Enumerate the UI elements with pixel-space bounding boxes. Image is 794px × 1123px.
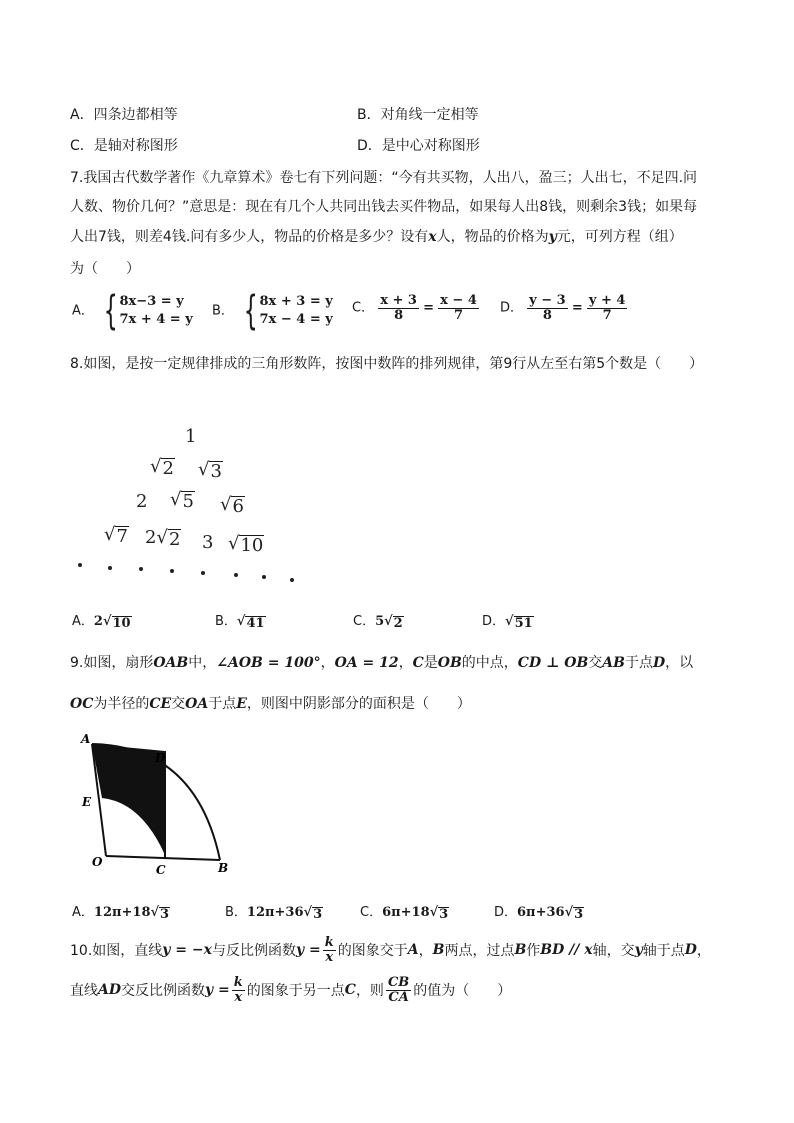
sqrt-icon: √ — [384, 614, 393, 629]
q9-stem-line2 — [70, 693, 471, 713]
sqrt-icon: √ — [429, 905, 439, 920]
q10-frac-den: x — [234, 989, 243, 1005]
q10-math: y — [634, 942, 643, 958]
radicand: 5 — [182, 491, 194, 512]
q7-a-eq2: 7x + 4 = y — [119, 312, 193, 327]
q9-arc-ab: AB — [602, 655, 625, 671]
q10-text: 直线 — [70, 983, 98, 999]
q10-text: 轴，交 — [592, 943, 635, 959]
triangle-r3-2 — [170, 489, 195, 512]
radicand: 7 — [116, 526, 128, 547]
q7-c-den-right: 7 — [454, 307, 464, 323]
q7-d-den-right: 7 — [602, 307, 612, 323]
q9-option-label: A． — [72, 905, 94, 920]
q9-text: 于点 — [208, 696, 237, 712]
label-o: O — [92, 855, 103, 869]
q10-math: y = −x — [162, 942, 212, 958]
q10-text: 的值为（ ） — [413, 983, 512, 999]
q6-option-a: A．四条边都相等 — [70, 107, 178, 123]
q8-option-label: B． — [215, 614, 237, 629]
sqrt-icon: √ — [198, 459, 210, 480]
q7-a-eq1: 8x−3 = y — [119, 294, 184, 310]
q9-text: 9.如图，扇形 — [70, 655, 154, 671]
radicand: 51 — [514, 616, 533, 631]
q7-text: 元，可列方程（组） — [556, 229, 683, 245]
q7-stem-line2: 人数、物价几何？”意思是：现在有几个人共同出钱去买件物品，如果每人出8钱，则剩余3钱；如果每 — [70, 199, 698, 215]
sqrt-icon: √ — [156, 527, 168, 548]
q9-math: C — [412, 655, 424, 671]
q7-d-num-right: y + 4 — [588, 293, 626, 308]
q10-math: C — [344, 982, 356, 998]
q9-math: OAB — [153, 655, 189, 671]
sqrt-icon: √ — [564, 905, 574, 920]
q10-stem-line2 — [70, 970, 511, 1010]
ellipsis-dot — [139, 567, 143, 571]
q10-text: ， — [696, 943, 711, 959]
radicand: 3 — [210, 461, 222, 482]
q10-frac-den: x — [325, 949, 334, 965]
q8-option-label: C． — [353, 614, 376, 629]
q10-frac-num: CB — [387, 974, 410, 990]
q9-text: 交 — [588, 655, 603, 671]
q10-stem-line1 — [70, 930, 711, 970]
q7-option-c — [352, 294, 479, 322]
sqrt-icon: √ — [102, 614, 112, 629]
radicand: 2 — [162, 458, 174, 479]
q9-option-c — [360, 901, 449, 922]
q7-stem-line3 — [70, 226, 683, 246]
q7-option-d — [500, 294, 627, 322]
radicand: 41 — [246, 616, 265, 631]
triangle-r4-2 — [145, 527, 181, 550]
q9-math: OB — [437, 655, 462, 671]
q7-d-den-left: 8 — [542, 307, 552, 323]
q10-math: D — [684, 942, 697, 958]
radicand: 3 — [313, 907, 323, 922]
q9-text: ，以 — [665, 655, 694, 671]
q9-text: ， — [398, 655, 413, 671]
triangle-r4-1 — [104, 524, 129, 547]
q10-math: y = — [205, 982, 230, 998]
radicand: 3 — [160, 907, 170, 922]
q6-option-d: D．是中心对称图形 — [357, 138, 480, 154]
label-a: A — [81, 732, 91, 746]
q7-text: 人出7钱，则差4钱.问有多少人，物品的价格是多少？设有 — [70, 229, 429, 245]
q9-text: 于点 — [625, 655, 653, 671]
q8-option-c — [353, 610, 404, 631]
q10-text: 与反比例函数 — [211, 943, 296, 959]
q9-math: OA = 12 — [334, 655, 399, 671]
label-e: E — [82, 795, 92, 809]
radicand: 6 — [232, 496, 244, 517]
q9-option-label: D． — [494, 905, 518, 920]
q7-var-x: x — [428, 229, 437, 245]
label-d: D — [155, 751, 166, 765]
q7-d-num-left: y − 3 — [529, 293, 566, 308]
triangle-r4-3: 3 — [202, 532, 214, 553]
q10-text: 两点，过点 — [444, 943, 515, 959]
sqrt-icon: √ — [505, 614, 514, 629]
q7-option-label: D． — [500, 300, 524, 316]
q7-option-label: C． — [352, 300, 375, 316]
triangle-r2-1 — [150, 456, 175, 479]
q9-option-label: C． — [360, 905, 383, 920]
brace-icon: { — [243, 288, 258, 334]
q7-option-label: A． — [72, 303, 94, 319]
q10-text: ，则 — [355, 983, 384, 999]
q7-d-eq: = — [571, 300, 583, 316]
radicand: 3 — [439, 907, 449, 922]
radicand: 2 — [393, 616, 403, 631]
q7-c-num-left: x + 3 — [380, 293, 417, 308]
q9-option-a — [72, 901, 170, 922]
radicand: 2 — [168, 529, 181, 550]
q9-math: OA — [185, 696, 209, 712]
q6-option-c: C．是轴对称图形 — [70, 138, 178, 154]
coefficient: 5 — [375, 614, 385, 629]
q10-frac-num: k — [233, 974, 243, 990]
radicand: 10 — [240, 535, 264, 556]
q9-option-expr: 12π+36 — [246, 905, 304, 920]
q7-system-b — [238, 288, 333, 334]
q9-text: ，则图中阴影部分的面积是（ ） — [246, 696, 471, 712]
radicand: 10 — [112, 616, 131, 631]
q7-var-y: y — [548, 229, 557, 245]
q9-option-expr: 12π+18 — [93, 905, 151, 920]
sqrt-icon: √ — [104, 524, 116, 545]
q8-option-b — [215, 610, 266, 631]
q9-text: 是 — [423, 655, 438, 671]
sqrt-icon: √ — [303, 905, 313, 920]
q7-system-a — [98, 288, 193, 334]
q9-text: 为半径的 — [93, 696, 150, 712]
q10-math: A — [407, 942, 419, 958]
q10-math: AD — [98, 982, 122, 998]
triangle-r4-4 — [228, 533, 264, 556]
q7-c-eq: = — [423, 300, 435, 316]
q8-option-label: D． — [482, 614, 506, 629]
q7-stem-line4: 为（ ） — [70, 261, 140, 277]
q7-b-eq1: 8x + 3 = y — [259, 294, 333, 310]
q7-option-b — [212, 288, 333, 334]
triangle-r2-2 — [198, 459, 223, 482]
q10-math: BD // x — [540, 942, 593, 958]
q9-option-expr: 6π+36 — [517, 905, 565, 920]
ellipsis-dot — [290, 578, 294, 582]
q9-arc-ce: CE — [149, 696, 172, 712]
q9-option-label: B． — [225, 905, 247, 920]
q7-c-den-left: 8 — [394, 307, 404, 323]
triangle-r3-3 — [220, 494, 245, 517]
q9-text: 中， — [188, 655, 217, 671]
q9-sector-figure — [76, 728, 246, 878]
q9-math: OC — [70, 696, 94, 712]
q10-frac-num: k — [324, 934, 334, 950]
triangle-r1: 1 — [185, 426, 197, 447]
q10-math: B — [514, 942, 527, 958]
ellipsis-dot — [108, 566, 112, 570]
q10-text: 交反比例函数 — [121, 983, 206, 999]
sqrt-icon: √ — [150, 905, 160, 920]
sqrt-icon: √ — [220, 494, 232, 515]
q8-stem: 8.如图，是按一定规律排成的三角形数阵，按图中数阵的排列规律，第9行从左至右第5个数是（ ） — [70, 356, 704, 372]
q9-option-expr: 6π+18 — [382, 905, 430, 920]
q8-option-d — [482, 610, 534, 631]
q9-text: 交 — [171, 696, 186, 712]
q7-b-eq2: 7x − 4 = y — [259, 312, 333, 327]
coefficient: 2 — [145, 527, 157, 548]
label-c: C — [156, 863, 166, 877]
q9-math: ∠AOB = 100° — [216, 655, 321, 671]
q10-math: y = — [295, 942, 321, 958]
ellipsis-dot — [170, 569, 174, 573]
q7-c-num-right: x − 4 — [440, 293, 477, 308]
q10-text: 10.如图，直线 — [70, 943, 163, 959]
q10-frac-den: CA — [388, 989, 409, 1005]
q8-option-label: A． — [72, 614, 94, 629]
q7-stem-line1: 7.我国古代数学著作《九章算术》卷七有下列问题：“今有共买物，人出八，盈三；人出七，不足四.问 — [70, 170, 698, 186]
q10-math: B — [432, 942, 445, 958]
q9-text: ， — [320, 655, 335, 671]
q7-text: 人，物品的价格为 — [436, 229, 549, 245]
label-b: B — [218, 861, 229, 875]
q7-option-a — [72, 288, 193, 334]
q10-text: 的图象交于 — [337, 943, 408, 959]
sqrt-icon: √ — [170, 489, 182, 510]
q7-option-label: B． — [212, 303, 234, 319]
segment-ob — [106, 856, 220, 860]
q9-text: 的中点， — [461, 655, 518, 671]
sqrt-icon: √ — [236, 614, 246, 629]
q9-option-b — [225, 901, 323, 922]
ellipsis-dot — [78, 563, 82, 567]
q10-text: 作 — [526, 943, 541, 959]
ellipsis-dot — [262, 575, 266, 579]
q9-stem-line1 — [70, 652, 693, 672]
q6-option-b: B．对角线一定相等 — [357, 107, 479, 123]
ellipsis-dot — [234, 573, 238, 577]
q10-text: 轴于点 — [642, 943, 685, 959]
q10-text: ， — [418, 943, 433, 959]
sqrt-icon: √ — [228, 533, 240, 554]
triangle-r3-1: 2 — [136, 491, 148, 512]
q10-text: 的图象于另一点 — [246, 983, 345, 999]
q9-option-d — [494, 901, 584, 922]
q9-math: D — [653, 655, 666, 671]
q9-math: E — [236, 696, 247, 712]
ellipsis-dot — [201, 571, 205, 575]
q9-math: CD ⊥ OB — [517, 655, 589, 671]
sqrt-icon: √ — [150, 456, 162, 477]
coefficient: 2 — [93, 614, 103, 629]
q8-option-a — [72, 610, 132, 631]
radicand: 3 — [574, 907, 584, 922]
brace-icon: { — [103, 288, 118, 334]
